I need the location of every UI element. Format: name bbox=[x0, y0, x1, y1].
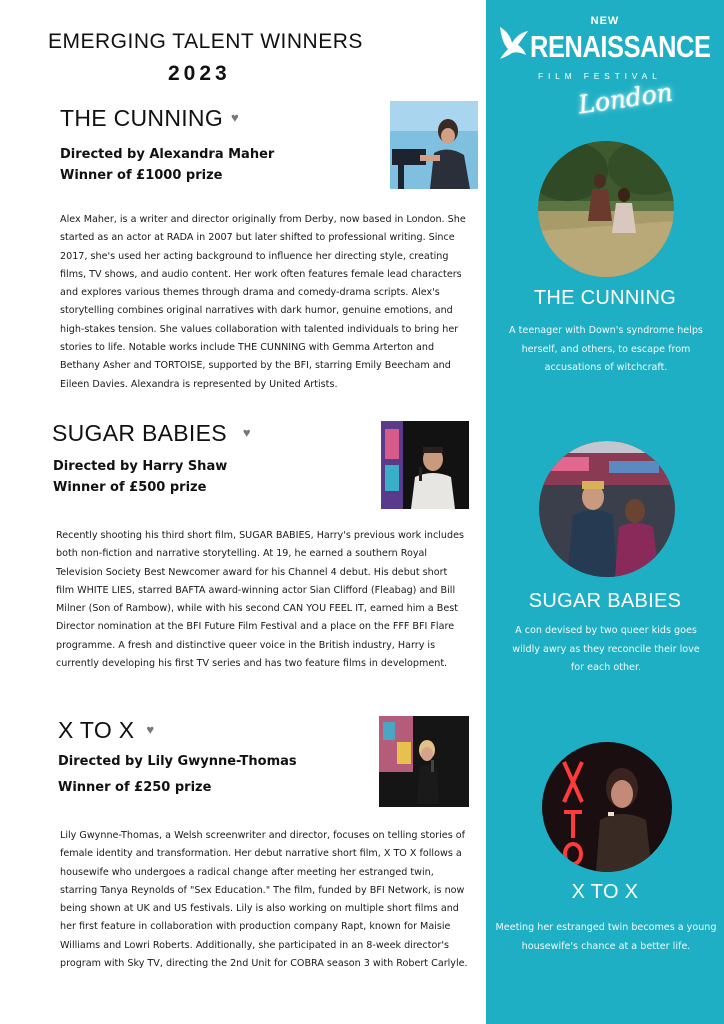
director-photo-alexandra-maher bbox=[390, 101, 478, 189]
side-panel bbox=[486, 0, 724, 1024]
heart-icon: ♥ bbox=[231, 110, 240, 126]
film-still-sugar-babies bbox=[539, 441, 675, 577]
director-bio: Recently shooting his third short film, SUGAR BABIES, Harry's previous work includes both non-fiction and narrative storytelling. At 19, he earned a southern Royal Television Society Best Newcomer award for his Channel 4 debut. His debut short film WHITE LIES, starred BAFTA award-winning actor Sian Clifford (Fleabag) and Bill Milner (Son of Rambow), while with his second CAN YOU FEEL IT, earned him a Best Director nomination at the BFI Future Film Festival and a place on the FFF BFI Flare programme. A fresh and distinctive queer voice in the British industry, Harry is currently developing his first TV series and has two feature films in development. bbox=[56, 530, 464, 670]
director-photo-lily-gwynne-thomas bbox=[379, 716, 469, 807]
film-title-x-to-x bbox=[58, 717, 154, 744]
film-title-text: SUGAR BABIES bbox=[52, 420, 227, 446]
logo-new: NEW bbox=[590, 15, 620, 27]
director-bio: Lily Gwynne-Thomas, a Welsh screenwriter and director, focuses on telling stories of female identity and transformation. Her debut narrative short film, X TO X follows a housewife who undergoes a radical change after meeting her estranged twin, starring Tanya Reynolds of "Sex Education." The film, funded by BFI Network, is now being shown at UK and US festivals. Lily is also working on multiple short films and her first feature in collaboration with production company Rapt, known for Maisie Williams and Lowri Roberts. Additionally, she participated in an 8-week director's program with Sky TV, directing the 2nd Unit for COBRA season 3 with Robert Carlyle. bbox=[60, 830, 468, 970]
director-line: Directed by Alexandra Maher bbox=[60, 147, 275, 162]
prize-line: Winner of £500 prize bbox=[53, 480, 207, 495]
side-film-title: SUGAR BABIES bbox=[528, 590, 682, 612]
credit-block bbox=[53, 456, 227, 498]
film-title-sugar-babies bbox=[52, 420, 251, 447]
heart-icon: ♥ bbox=[146, 722, 155, 738]
side-film-logline: Meeting her estranged twin becomes a young housewife's chance at a better life. bbox=[495, 922, 717, 952]
prize-line: Winner of £1000 prize bbox=[60, 168, 223, 183]
side-film-title: THE CUNNING bbox=[533, 287, 677, 309]
director-photo-harry-shaw bbox=[381, 421, 469, 509]
director-line: Directed by Harry Shaw bbox=[53, 459, 228, 474]
credit-block bbox=[60, 144, 274, 186]
page-year: 2023 bbox=[168, 62, 231, 85]
director-bio: Alex Maher, is a writer and director originally from Derby, now based in London. She started as an actor at RADA in 2007 but later shifted to professional writing. Since 2017, she's used her acting background to influence her directing style, creating films, TV shows, and audio content. Her work often features female lead characters and explores various themes through drama and comedy-drama scripts. Alex's storytelling combines original narratives with dark humor, genuine emotions, and high-stakes tension. She values collaboration with talented individuals to bring her stories to life. Notable works include THE CUNNING with Gemma Arterton and Bethany Asher and TORTOISE, supported by the BFI, starring Emily Beecham and Eileen Davies. Alexandra is represented by United Artists. bbox=[60, 214, 466, 390]
logo-name: RENAISSANCE bbox=[530, 29, 711, 64]
director-line: Directed by Lily Gwynne-Thomas bbox=[58, 754, 297, 769]
film-still-the-cunning bbox=[538, 141, 674, 277]
side-film-title: X TO X bbox=[571, 881, 639, 903]
prize-line: Winner of £250 prize bbox=[58, 780, 212, 795]
logo-subtitle: FILM FESTIVAL bbox=[538, 71, 662, 81]
side-film-logline: A teenager with Down's syndrome helps herself, and others, to escape from accusations of witchcraft. bbox=[509, 325, 703, 373]
page-title: EMERGING TALENT WINNERS bbox=[48, 30, 363, 53]
credit-block bbox=[58, 751, 297, 798]
side-film-logline: A con devised by two queer kids goes wildly awry as they reconcile their love for each other. bbox=[512, 625, 700, 673]
film-title-text: THE CUNNING bbox=[60, 105, 224, 131]
film-title-text: X TO X bbox=[58, 717, 135, 743]
film-still-x-to-x bbox=[542, 742, 672, 872]
heart-icon: ♥ bbox=[242, 425, 251, 441]
dove-icon bbox=[496, 23, 530, 61]
logo-city: London bbox=[576, 77, 675, 120]
film-title-the-cunning bbox=[60, 105, 239, 132]
